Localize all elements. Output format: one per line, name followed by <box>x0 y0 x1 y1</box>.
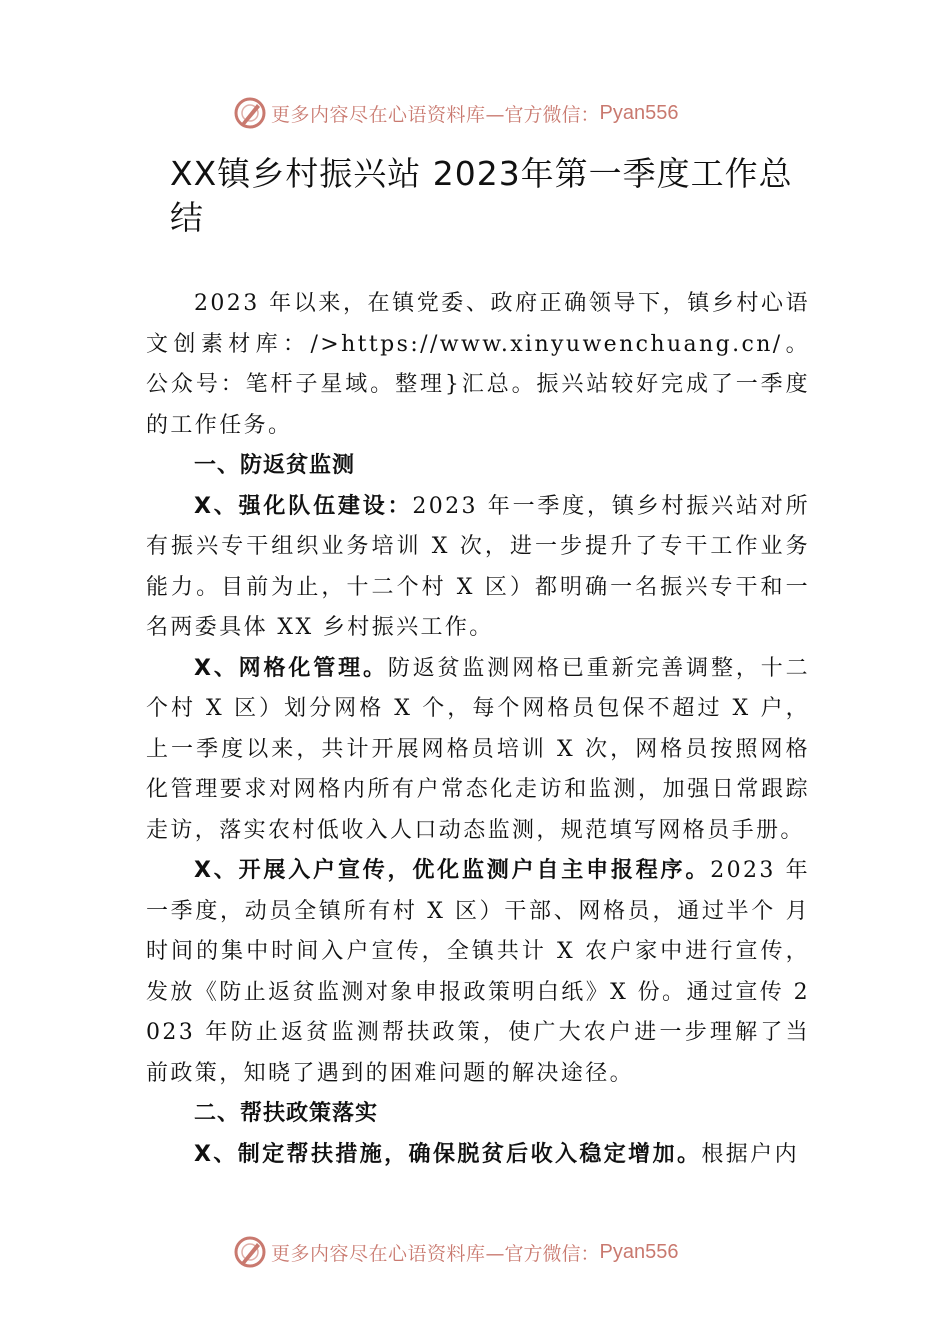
item-body-1: 2023 年一季度，镇乡村振兴站对所有振兴专干组织业务培训 X 次，进一步提升了专干工作业务能力。目前为止，十二个村 X 区）都明确一名振兴专干和一名两委具体 XX 乡村振兴工作。 <box>146 493 811 640</box>
item-paragraph-4 <box>146 1135 810 1176</box>
banner-text: 更多内容尽在心语资料库 <box>271 1242 486 1265</box>
quill-logo-icon <box>233 1235 267 1269</box>
item-body-2: 防返贫监测网格已重新完善调整，十二个村 X 区）划分网格 X 个，每个网格员包保不超过 X 户，上一季度以来，共计开展网格员培训 X 次，网格员按照网格化管理要求对网格内所有户常态化走访和监测，加强日常跟踪走访，落实农村低收入人口动态监测，规范填写网格员手册。 <box>146 655 810 843</box>
banner-text: 更多内容尽在心语资料库 <box>271 103 486 126</box>
item-lead-2: X、网格化管理。 <box>194 655 388 681</box>
banner-wechat-id: Pyan556 <box>599 1240 679 1263</box>
banner-separator: —官方微信： <box>485 103 600 126</box>
section-heading-2: 二、帮扶政策落实 <box>194 1101 379 1126</box>
item-body-4: 根据户内 <box>701 1141 799 1167</box>
item-paragraph-2 <box>146 649 810 852</box>
item-lead-4: X、制定帮扶措施，确保脱贫后收入稳定增加。 <box>194 1141 702 1167</box>
item-body-3: 2023 年一季度，动员全镇所有村 X 区）干部、网格员，通过半个 月时间的集中时间入户宣传，全镇共计 X 农户家中进行宣传，发放《防止返贫监测对象申报政策明白纸》X 份。通过宣传 2023 年防止返贫监测帮扶政策，使广大农户进一步理解了当前政策，知晓了遇到的困难问题的解决途径。 <box>146 858 810 1086</box>
item-paragraph-1 <box>146 487 810 649</box>
quill-logo-icon <box>233 96 267 130</box>
banner-separator: —官方微信： <box>485 1242 600 1265</box>
document-title: XX镇乡村振兴站 2023年第一季度工作总结 <box>170 154 793 237</box>
header-watermark-banner <box>233 95 679 131</box>
document-body <box>146 284 810 1175</box>
banner-wechat-id: Pyan556 <box>599 101 679 124</box>
section-heading-1: 一、防返贫监测 <box>194 453 356 478</box>
footer-watermark-banner <box>233 1234 679 1270</box>
intro-paragraph: 2023 年以来，在镇党委、政府正确领导下，镇乡村心语文创素材库：/>https://www.xinyuwenchuang.cn/。公众号：笔杆子星域。整理}汇总。振兴站较好完成了一季度的工作任务。 <box>146 291 810 438</box>
item-paragraph-3 <box>146 851 810 1094</box>
item-lead-3: X、开展入户宣传，优化监测户自主申报程序。 <box>194 858 711 883</box>
item-lead-1: X、强化队伍建设： <box>194 493 413 519</box>
